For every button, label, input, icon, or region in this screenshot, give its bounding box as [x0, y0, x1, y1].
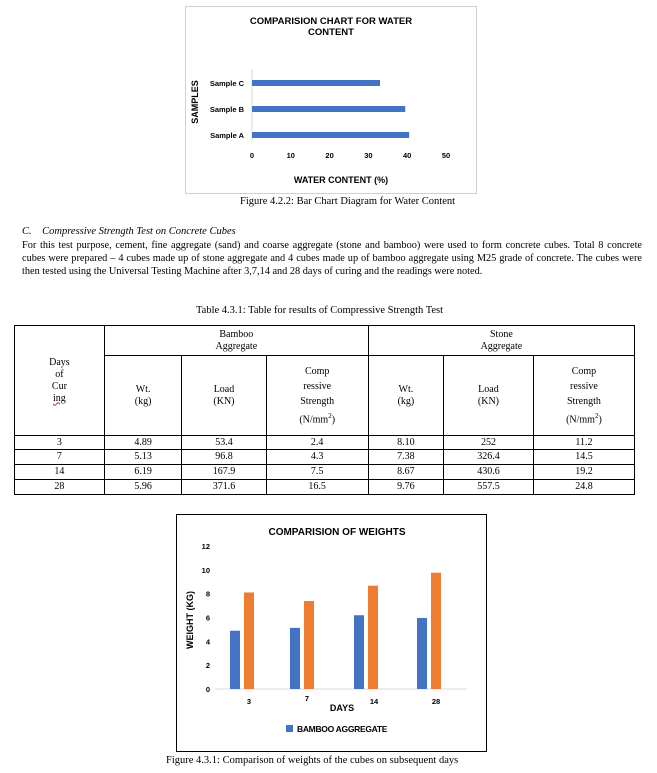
weights-chart-svg	[177, 515, 486, 751]
chart2-xlabel: DAYS	[329, 703, 355, 713]
cell-bamboo-load: 371.6	[182, 480, 266, 495]
weights-chart	[176, 514, 487, 752]
chart2-category-label: 28	[431, 697, 441, 706]
section-heading	[22, 226, 236, 237]
cell-stone-comp: 11.2	[533, 436, 634, 450]
cell-stone-comp: 24.8	[533, 480, 634, 495]
cell-stone-load: 557.5	[444, 480, 534, 495]
bamboo-wt-header: Wt. (kg)	[104, 356, 182, 436]
cell-stone-wt: 8.10	[368, 436, 443, 450]
chart1-bar-sample-b	[252, 106, 405, 112]
cell-bamboo-comp: 2.4	[266, 436, 368, 450]
section-letter: C.	[22, 226, 32, 237]
cell-stone-comp: 19.2	[533, 465, 634, 480]
bamboo-load-header: Load (KN)	[182, 356, 266, 436]
table-row	[15, 465, 635, 480]
chart2-y-tick-label: 0	[205, 685, 210, 694]
stone-load-header: Load (KN)	[444, 356, 534, 436]
chart2-category-label: 14	[369, 697, 379, 706]
cell-bamboo-load: 167.9	[182, 465, 266, 480]
chart2-y-tick-label: 10	[201, 565, 210, 575]
section-title: Compressive Strength Test on Concrete Cubes	[42, 226, 236, 237]
chart1-category-label: Sample B	[209, 105, 244, 114]
cell-days: 7	[15, 450, 105, 465]
chart1-x-tick-label: 20	[325, 151, 334, 160]
chart2-title: COMPARISION OF WEIGHTS	[268, 527, 406, 538]
table-row	[15, 436, 635, 450]
chart1-x-tick-label: 30	[364, 151, 373, 160]
chart2-category-label: 3	[246, 697, 252, 706]
chart1-title-line1: COMPARISION CHART FOR WATER CONTENT	[249, 16, 413, 38]
chart2-y-tick-label: 8	[205, 589, 210, 599]
cell-bamboo-wt: 5.13	[104, 450, 182, 465]
table-row	[15, 480, 635, 495]
figure-4-3-1-caption: Figure 4.3.1: Comparison of weights of the cubes on subsequent days	[166, 755, 459, 766]
chart2-bar-28-series-0	[417, 618, 427, 689]
chart1-x-tick-label: 40	[403, 151, 412, 160]
chart2-category-label: 7	[304, 694, 310, 703]
chart1-category-label: Sample A	[210, 131, 244, 140]
cell-bamboo-wt: 5.96	[104, 480, 182, 495]
chart2-bar-14-series-0	[354, 615, 364, 689]
chart2-y-tick-label: 4	[205, 637, 210, 647]
cell-bamboo-load: 53.4	[182, 436, 266, 450]
cell-days: 28	[15, 480, 105, 495]
figure-4-2-2-caption: Figure 4.2.2: Bar Chart Diagram for Water Content	[240, 196, 456, 207]
water-content-chart-svg	[186, 7, 476, 193]
cell-bamboo-comp: 16.5	[266, 480, 368, 495]
table-caption: Table 4.3.1: Table for results of Compressive Strength Test	[196, 305, 444, 316]
cell-stone-load: 326.4	[444, 450, 534, 465]
cell-days: 3	[15, 436, 105, 450]
chart2-bar-28-series-1	[431, 573, 441, 689]
cell-bamboo-wt: 6.19	[104, 465, 182, 480]
chart1-ylabel: SAMPLES	[190, 80, 200, 124]
chart2-bar-3-series-1	[244, 592, 254, 689]
cell-bamboo-wt: 4.89	[104, 436, 182, 450]
compressive-strength-table	[14, 325, 635, 495]
water-content-chart	[185, 6, 477, 194]
table-row	[15, 450, 635, 465]
chart2-y-tick-label: 6	[205, 613, 210, 623]
cell-stone-load: 430.6	[444, 465, 534, 480]
chart2-bar-7-series-1	[304, 601, 314, 689]
days-of-curing-header: Days of Cur ing	[15, 326, 105, 436]
stone-aggregate-header: Stone Aggregate	[368, 326, 634, 356]
chart1-bar-sample-c	[252, 80, 380, 86]
chart1-bar-sample-a	[252, 132, 409, 138]
chart2-bar-7-series-0	[290, 628, 300, 689]
cell-stone-wt: 7.38	[368, 450, 443, 465]
cell-stone-wt: 8.67	[368, 465, 443, 480]
legend-label-bamboo: BAMBOO AGGREGATE	[297, 724, 388, 734]
chart2-ylabel: WEIGHT (KG)	[185, 591, 195, 649]
cell-bamboo-comp: 4.3	[266, 450, 368, 465]
chart1-xlabel: WATER CONTENT (%)	[293, 175, 389, 185]
legend-swatch-bamboo	[286, 725, 293, 732]
cell-bamboo-comp: 7.5	[266, 465, 368, 480]
cell-bamboo-load: 96.8	[182, 450, 266, 465]
chart1-category-label: Sample C	[209, 79, 244, 88]
chart1-x-tick-label: 50	[441, 151, 451, 160]
stone-wt-header: Wt. (kg)	[368, 356, 443, 436]
chart2-bar-3-series-0	[230, 631, 240, 689]
chart2-bar-14-series-1	[368, 586, 378, 689]
cell-stone-load: 252	[444, 436, 534, 450]
cell-stone-wt: 9.76	[368, 480, 443, 495]
chart2-y-tick-label: 12	[201, 542, 210, 551]
stone-comp-header: Comp ressive Strength $(N/mm^2)$	[533, 356, 634, 436]
bamboo-aggregate-header: Bamboo Aggregate	[104, 326, 368, 356]
chart1-x-tick-label: 10	[286, 151, 295, 160]
bamboo-comp-header: Comp ressive Strength $(N/mm^2)$	[266, 356, 368, 436]
cell-days: 14	[15, 465, 105, 480]
chart2-y-tick-label: 2	[205, 661, 210, 671]
cell-stone-comp: 14.5	[533, 450, 634, 465]
chart1-x-tick-label: 0	[249, 151, 255, 160]
section-paragraph: For this test purpose, cement, fine aggregate (sand) and coarse aggregate (stone and bamboo) were used to form concrete cubes. Total 8 concrete cubes were prepared – 4 cubes made up of stone aggregate and 4 cubes made up of bamboo aggregate using M25 grade of concrete. The cubes were then tested using the Universal Testing Machine after 3,7,14 and 28 days of curing and the readings were noted.	[22, 240, 642, 278]
